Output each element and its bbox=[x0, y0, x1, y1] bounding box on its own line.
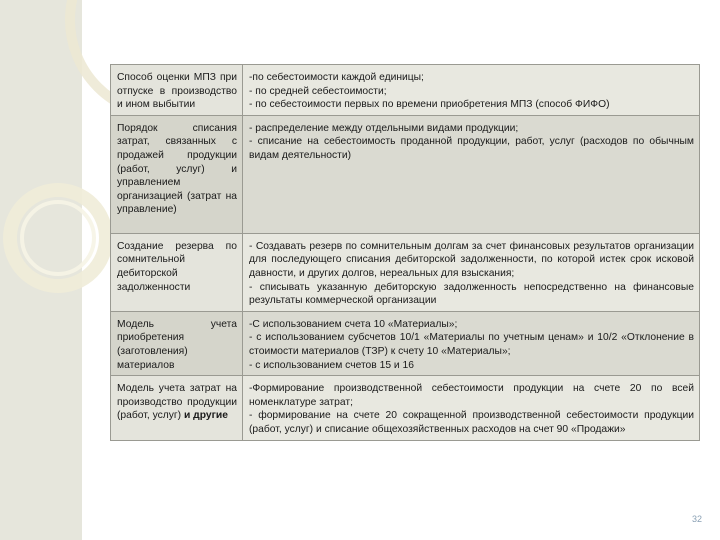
content-line: - формирование на счете 20 сокращенной производственной себестоимости продукции (работ, услуг) и списание общехозяйственных расходов на счет 90 «Продажи» bbox=[249, 410, 694, 435]
row-content-cell bbox=[243, 376, 700, 440]
content-line: - по средней себестоимости; bbox=[249, 85, 387, 97]
content-line: -Формирование производственной себестоимости продукции на счете 20 по всей номенклатуре затрат; bbox=[249, 383, 694, 408]
row-label-cell bbox=[111, 65, 243, 116]
row-content-cell bbox=[243, 311, 700, 375]
table-row bbox=[111, 376, 700, 440]
content-line: - Создавать резерв по сомнительным долгам за счет финансовых результатов организации для последующего списания дебиторской задолженности, по которой истек срок исковой давности, и других долгов, нереальных для взыскания; bbox=[249, 240, 694, 279]
content-line: - с использованием счетов 15 и 16 bbox=[249, 359, 414, 371]
accounting-policy-table bbox=[110, 64, 700, 441]
row-label: Модель учета приобретения (заготовления) материалов bbox=[117, 318, 237, 371]
row-content-cell bbox=[243, 233, 700, 311]
table-row bbox=[111, 115, 700, 233]
row-label-cell bbox=[111, 115, 243, 233]
table-row bbox=[111, 233, 700, 311]
row-content-cell bbox=[243, 115, 700, 233]
row-label-bold: и другие bbox=[181, 410, 228, 422]
content-line: - списание на себестоимость проданной продукции, работ, услуг (расходов по обычным видам деятельности) bbox=[249, 136, 694, 161]
row-label: Способ оценки МПЗ при отпуске в производство и ином выбытии bbox=[117, 72, 237, 111]
row-label: Порядок списания затрат, связанных с продажей продукции (работ, услуг) и управлением организацией (затрат на управление) bbox=[117, 122, 237, 216]
page-number: 32 bbox=[691, 514, 702, 524]
content-line: - распределение между отдельными видами продукции; bbox=[249, 122, 519, 134]
left-decorative-band bbox=[0, 0, 82, 540]
content-line: - с использованием субсчетов 10/1 «Материалы по учетным ценам» и 10/2 «Отклонение в стоимости материалов (ТЗР) к счету 10 «Материалы»; bbox=[249, 332, 694, 357]
content-line: - по себестоимости первых по времени приобретения МПЗ (способ ФИФО) bbox=[249, 99, 610, 111]
row-label-cell bbox=[111, 311, 243, 375]
table-row bbox=[111, 311, 700, 375]
content-line: -по себестоимости каждой единицы; bbox=[249, 72, 424, 83]
row-label-cell bbox=[111, 233, 243, 311]
content-line: -С использованием счета 10 «Материалы»; bbox=[249, 318, 458, 330]
row-content-cell bbox=[243, 65, 700, 116]
row-label: Создание резерва по сомнительной дебиторской задолженности bbox=[117, 240, 237, 293]
row-label: Модель учета затрат на производство продукции (работ, услуг) bbox=[117, 383, 237, 422]
row-label-cell bbox=[111, 376, 243, 440]
content-line: - списывать указанную дебиторскую задолженность непосредственно на финансовые результаты коммерческой организации bbox=[249, 281, 694, 307]
table-row bbox=[111, 65, 700, 116]
